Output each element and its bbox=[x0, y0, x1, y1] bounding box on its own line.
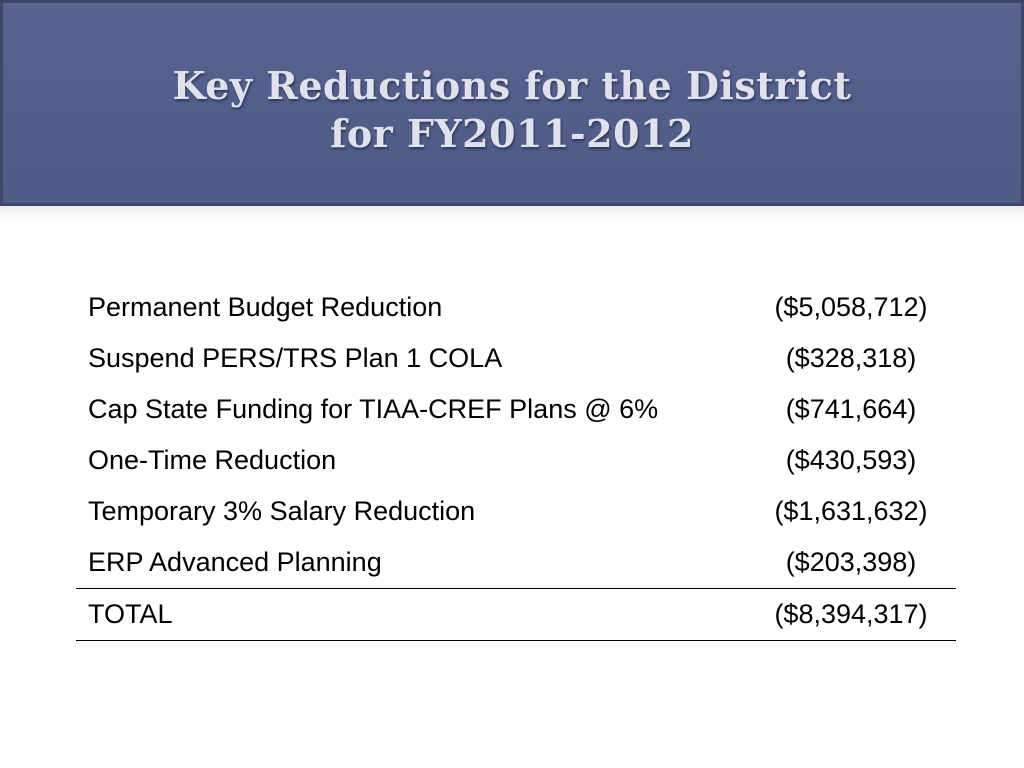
row-amount: ($5,058,712) bbox=[774, 292, 928, 322]
total-row bbox=[76, 589, 956, 641]
row-label: Suspend PERS/TRS Plan 1 COLA bbox=[88, 343, 503, 373]
table-row bbox=[76, 537, 956, 589]
row-label: Permanent Budget Reduction bbox=[88, 292, 443, 322]
title-banner bbox=[0, 0, 1024, 206]
row-amount: ($741,664) bbox=[785, 394, 917, 424]
row-label: ERP Advanced Planning bbox=[88, 547, 382, 577]
banner-shadow bbox=[0, 206, 1024, 220]
row-amount: ($1,631,632) bbox=[774, 496, 928, 526]
slide-title-line-2: for FY2011-2012 bbox=[330, 111, 694, 156]
total-label: TOTAL bbox=[76, 589, 746, 641]
row-label: Cap State Funding for TIAA-CREF Plans @ 6% bbox=[88, 394, 659, 424]
table-row bbox=[76, 384, 956, 435]
table-row bbox=[76, 486, 956, 537]
reductions-table bbox=[76, 282, 956, 641]
table-row bbox=[76, 435, 956, 486]
row-amount: ($203,398) bbox=[785, 547, 917, 577]
row-amount: ($328,318) bbox=[785, 343, 917, 373]
slide-title-line-1: Key Reductions for the District bbox=[172, 63, 852, 108]
row-label: Temporary 3% Salary Reduction bbox=[88, 496, 476, 526]
table-row bbox=[76, 282, 956, 333]
reductions-table-container bbox=[76, 282, 956, 641]
total-amount: ($8,394,317) bbox=[746, 589, 956, 641]
table-row bbox=[76, 333, 956, 384]
row-label: One-Time Reduction bbox=[88, 445, 337, 475]
row-amount: ($430,593) bbox=[785, 445, 917, 475]
